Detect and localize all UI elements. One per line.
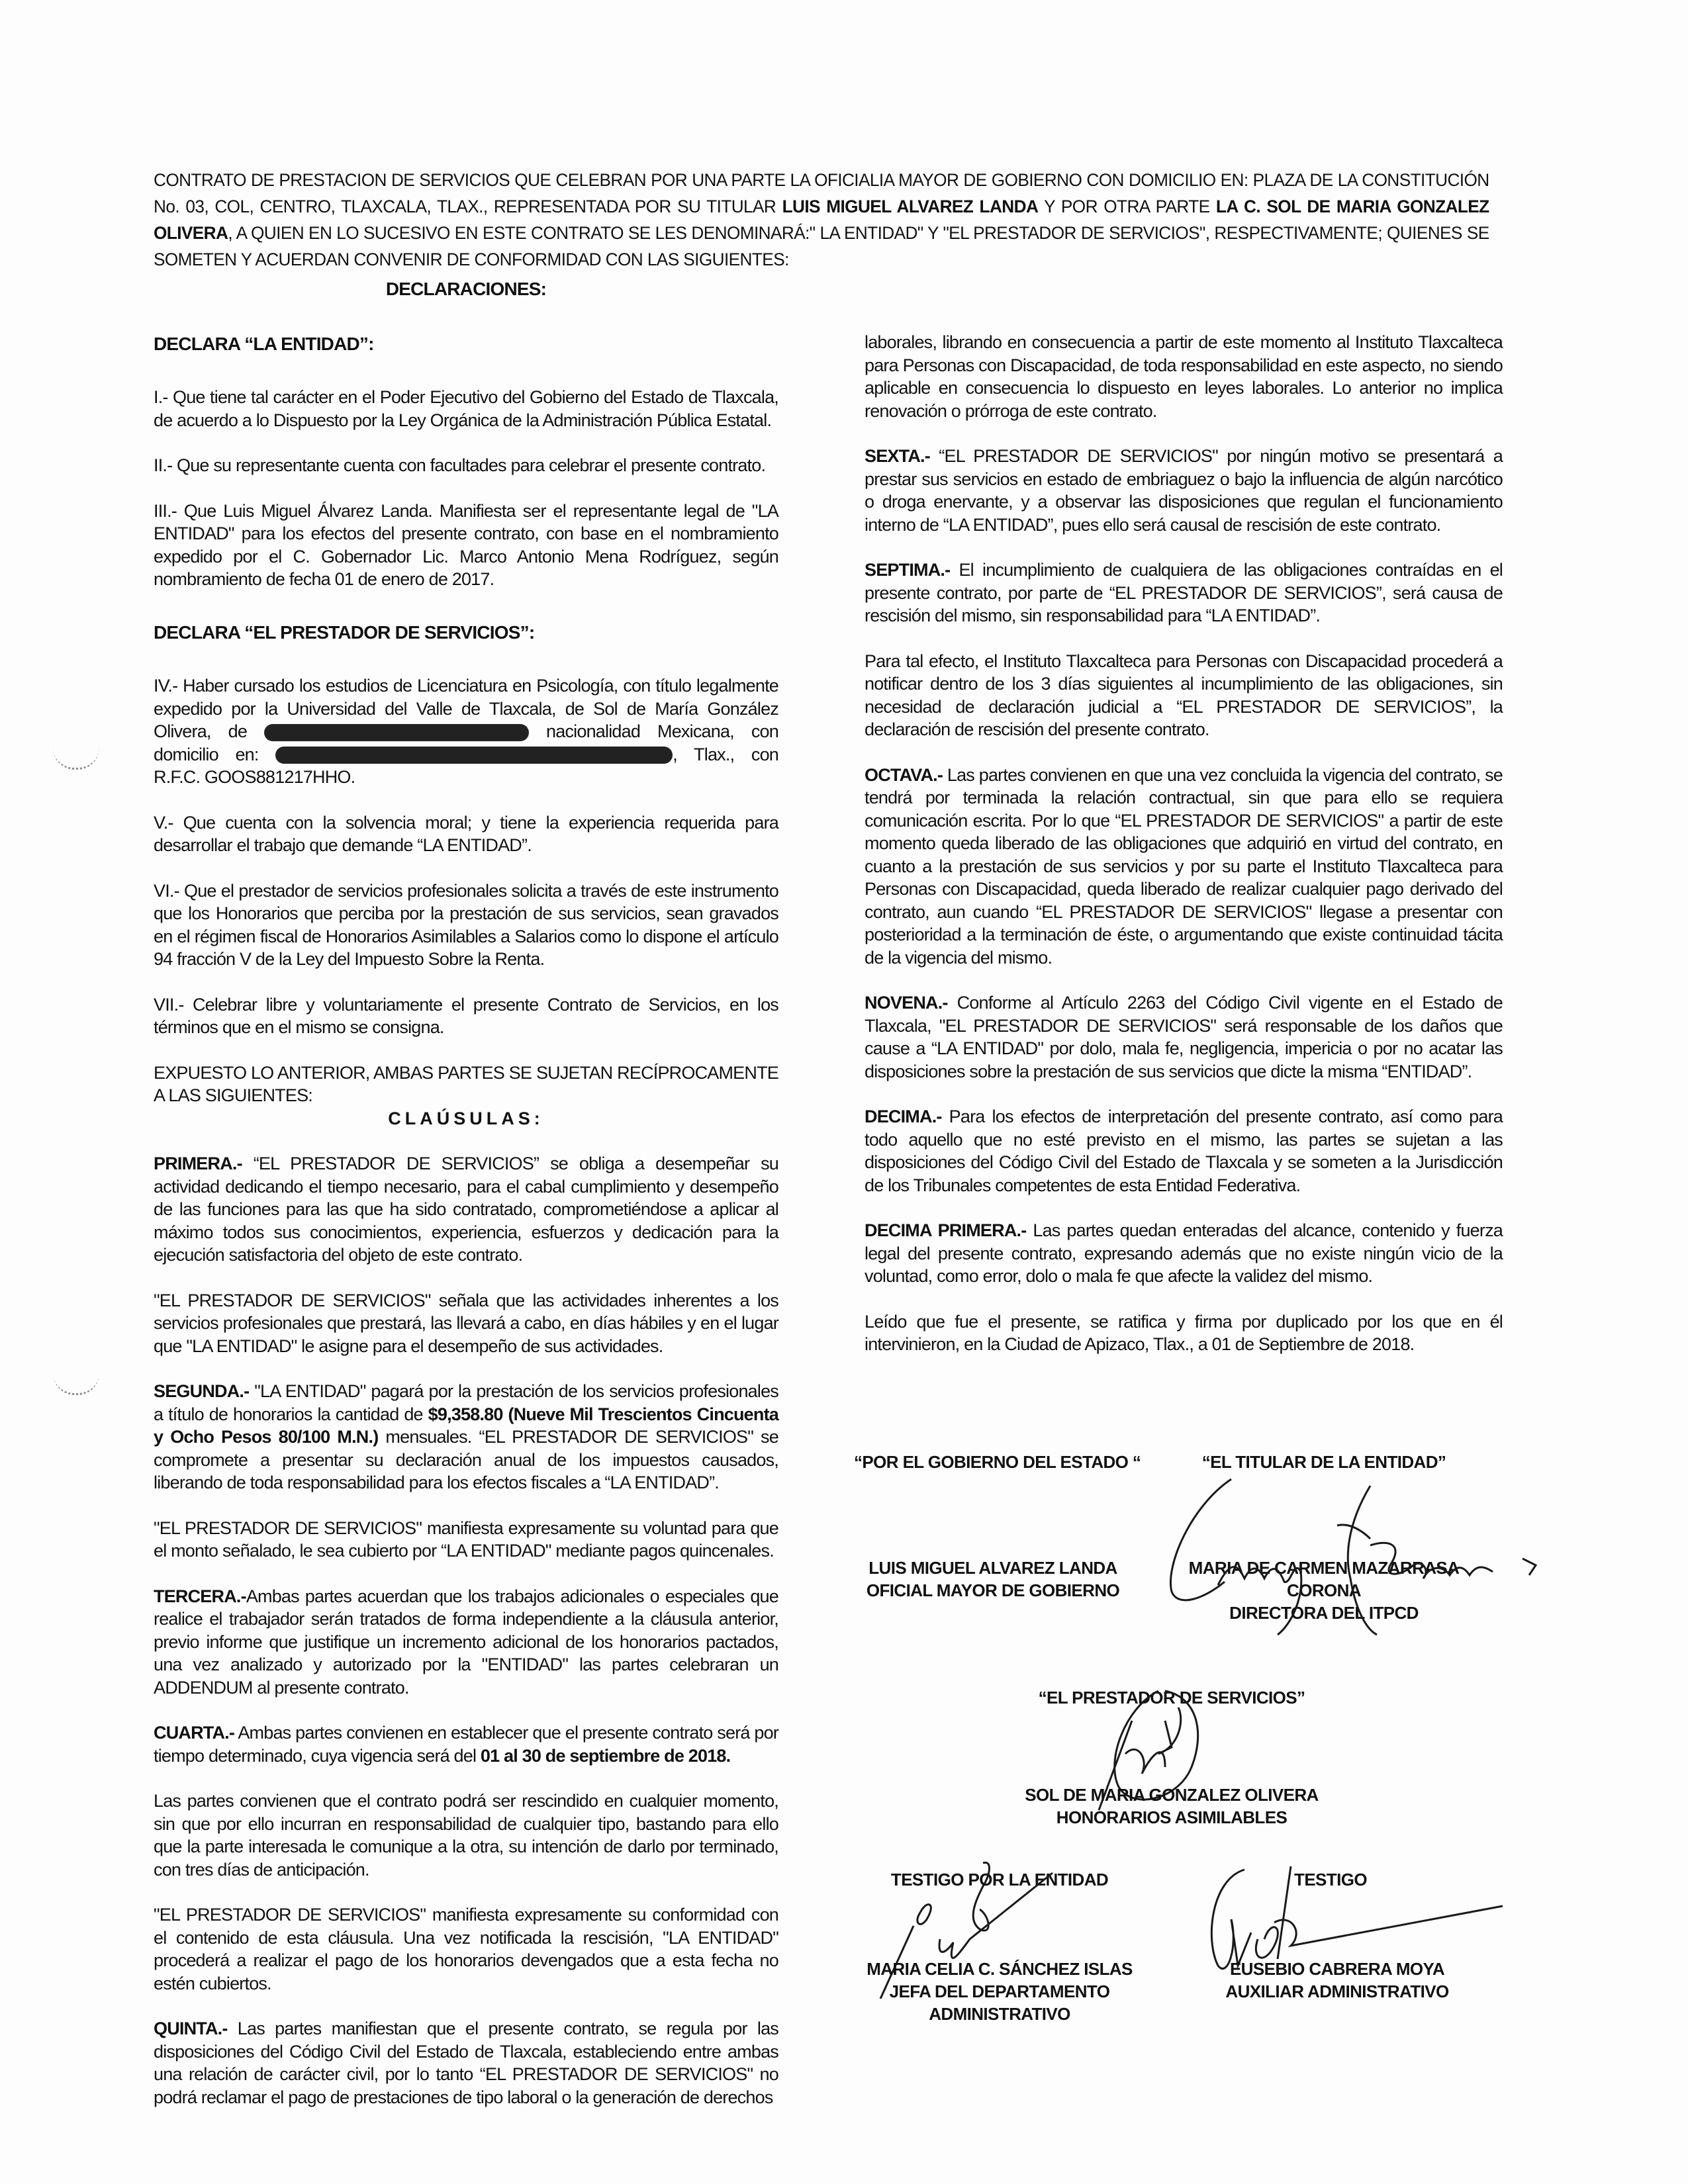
clausula-cuarta-2: Las partes convienen que el contrato podrá ser rescindido en cualquier momento, sin que por ello incurran en responsabilidad de cualquier tipo, bastando para ello que la parte interesada le comunique a la otra, su intención de darlo por terminado, con tres días de anticipación. [154, 1791, 778, 1880]
signatory-name: SOL DE MARIA GONZALEZ OLIVERA [1025, 1785, 1319, 1805]
contract-intro [154, 167, 1489, 273]
declaracion-iv-text: , Tlax., con R.F.C. GOOS881217HHO. [154, 744, 779, 787]
clausula-cuarta-3: "EL PRESTADOR DE SERVICIOS" manifiesta expresamente su conformidad con el contenido de esta cláusula. Una vez notificada la rescisión, "LA ENTIDAD" procederá a realizar el pago de los honorarios devengados que a esta fecha no estén cubiertos. [154, 1905, 778, 1993]
signature-block-gobierno [854, 1451, 1141, 1473]
clausula-label: SEPTIMA.- [865, 560, 951, 580]
signature-titular-icon [1152, 1466, 1562, 1638]
declaracion-iii: III.- Que Luis Miguel Álvarez Landa. Manifiesta ser el representante legal de "LA ENTIDAD" para los efectos del presente contrato, con base en el nombramiento expedido por el C. Gobernador Lic. Marco Antonio Mena Rodríguez, según nombramiento de fecha 01 de enero de 2017. [154, 500, 778, 589]
signature-heading: “EL TITULAR DE LA ENTIDAD” [1201, 1452, 1446, 1472]
punch-hole-mark [53, 1373, 99, 1395]
signatory-name: LUIS MIGUEL ALVAREZ LANDA [868, 1558, 1117, 1578]
signatory-name: CORONA [1287, 1580, 1361, 1600]
declaracion-ii: II.- Que su representante cuenta con facultades para celebrar el presente contrato. [154, 455, 766, 475]
clausula-label: PRIMERA.- [154, 1154, 242, 1173]
clausula-quinta [154, 2017, 778, 2109]
declara-entidad-heading: DECLARA “LA ENTIDAD”: [154, 333, 374, 354]
clausula-text: Ambas partes convienen en establecer que el presente contrato será por tiempo determinado, cuya vigencia será del [154, 1723, 778, 1766]
clausula-septima-2: Para tal efecto, el Instituto Tlaxcalteca para Personas con Discapacidad procederá a notificar dentro de los 3 días siguientes al incumplimiento de las obligaciones, sin necesidad de declaración judicial a “EL PRESTADOR DE SERVICIOS”, la declaración de rescisión del presente contrato. [865, 651, 1503, 739]
clausula-septima [865, 559, 1503, 627]
signatory-title: AUXILIAR ADMINISTRATIVO [1225, 1981, 1449, 2001]
clausula-text: El incumplimiento de cualquiera de las obligaciones contraídas en el presente contrato, por parte de “EL PRESTADOR DE SERVICIOS”, será causa de rescisión del mismo, sin responsabilidad para “LA ENTIDAD”. [865, 560, 1503, 625]
signatory-testigo-entidad [854, 1958, 1145, 2025]
clausula-segunda [154, 1380, 778, 1494]
clausula-label: SEXTA.- [865, 446, 930, 466]
clausula-label: DECIMA PRIMERA.- [865, 1220, 1027, 1240]
clausula-sexta [865, 445, 1503, 536]
declaracion-vii: VII.- Celebrar libre y voluntariamente el presente Contrato de Servicios, en los términos que en el mismo se consigna. [154, 994, 778, 1037]
declaraciones-title: DECLARACIONES: [385, 279, 547, 299]
signatory-name: EUSEBIO CABRERA MOYA [1229, 1959, 1445, 1979]
signature-heading: TESTIGO [1294, 1870, 1367, 1889]
clausula-text: Las partes manifiestan que el presente contrato, se regula por las disposiciones del Código Civil del Estado de Tlaxcala, estableciendo entre ambas una relación de carácter civil, por lo tanto “EL PRESTADOR DE SERVICIOS" no podrá reclamar el pago de prestaciones de tipo laboral o la generación de derechos [154, 2019, 778, 2107]
clausula-text: Las partes quedan enteradas del alcance, contenido y fuerza legal del presente contrato, expresando además que no existe ningún vicio de la voluntad, como error, dolo o mala fe que afecte la validez del mismo. [865, 1220, 1503, 1286]
contract-dates: 01 al 30 de septiembre de 2018. [480, 1745, 731, 1766]
signatory-title: OFICIAL MAYOR DE GOBIERNO [866, 1580, 1120, 1600]
signatory-name: MARIA DE CARMEN MAZARRASA [1188, 1558, 1460, 1578]
signatory-testigo [1211, 1958, 1463, 2003]
closing-statement: Leído que fue el presente, se ratifica y firma por duplicado por los que en él intervinieron, en la Ciudad de Apizaco, Tlax., a 01 de Septiembre de 2018. [865, 1311, 1503, 1354]
left-column [154, 278, 778, 2131]
declaracion-i: I.- Que tiene tal carácter en el Poder Ejecutivo del Gobierno del Estado de Tlaxcala, de acuerdo a lo Dispuesto por la Ley Orgánica de la Administración Pública Estatal. [154, 387, 778, 430]
punch-hole-mark [53, 748, 99, 770]
signatory-title: JEFA DEL DEPARTAMENTO [889, 1981, 1110, 2001]
clausula-label: SEGUNDA.- [154, 1381, 250, 1401]
signatory-title: ADMINISTRATIVO [929, 2004, 1070, 2024]
clausula-text: “EL PRESTADOR DE SERVICIOS” se obliga a desempeñar su actividad dedicando el tiempo necesario, para el cabal cumplimiento y desempeño de las funciones para las que ha sido contratado, comprometiéndose a aplicar al máximo todos sus conocimientos, experiencia, esfuerzos y dedicación para la ejecución satisfactoria del objeto de este contrato. [154, 1154, 778, 1265]
contractor-name: LA C. SOL DE MARIA GONZALEZ OLIVERA [154, 197, 1489, 243]
clausula-decima [865, 1105, 1503, 1197]
signatory-name: MARIA CELIA C. SÁNCHEZ ISLAS [867, 1959, 1133, 1979]
declaracion-iv-text: nacionalidad Mexicana, con domicilio en: [154, 721, 778, 764]
redaction-mark [275, 747, 673, 764]
declaracion-vi: VI.- Que el prestador de servicios profesionales solicita a través de este instrumento que los Honorarios que perciba por la prestación de sus servicios, sean gravados en el régimen fiscal de Honorarios Asimilables a Salarios como lo dispone el artículo 94 fracción V de la Ley del Impuesto Sobre la Renta. [154, 880, 778, 969]
clausula-tercera [154, 1585, 778, 1700]
expuesto-text: EXPUESTO LO ANTERIOR, AMBAS PARTES SE SUJETAN RECÍPROCAMENTE A LAS SIGUIENTES: [154, 1062, 778, 1105]
clausula-label: QUINTA.- [154, 2019, 228, 2038]
clausula-octava [865, 764, 1503, 970]
signature-heading: “EL PRESTADOR DE SERVICIOS” [1038, 1688, 1305, 1707]
clausula-novena [865, 991, 1503, 1083]
signatory-prestador [986, 1784, 1357, 1829]
signatory-title: HONORARIOS ASIMILABLES [1056, 1807, 1288, 1827]
clausula-text: Conforme al Artículo 2263 del Código Civil vigente en el Estado de Tlaxcala, "EL PRESTADOR DE SERVICIOS" será responsable de los daños que cause a “LA ENTIDAD" por dolo, mala fe, negligencia, impericia o por no acatar las disposiciones sobre la prestación de sus servicios que dicte la misma “ENTIDAD”. [865, 993, 1503, 1081]
clausula-text: “EL PRESTADOR DE SERVICIOS" por ningún motivo se presentará a prestar sus servicios en estado de embriaguez o bajo la influencia de algún narcótico o droga enervante, y a observar las disposiciones que regulan el funcionamiento interno de “LA ENTIDAD”, pues ello será causal de rescisión de este contrato. [865, 446, 1503, 535]
clausula-primera [154, 1152, 778, 1267]
signatory-gobierno [854, 1557, 1132, 1602]
signatory-title: DIRECTORA DEL ITPCD [1229, 1603, 1419, 1623]
right-column [865, 331, 1503, 1379]
signature-heading: “POR EL GOBIERNO DEL ESTADO “ [854, 1452, 1141, 1472]
clausula-label: OCTAVA.- [865, 764, 943, 785]
payment-amount: $9,358.80 (Nueve Mil Trescientos Cincuenta y Ocho Pesos 80/100 M.N.) [154, 1404, 778, 1447]
clausula-text: "LA ENTIDAD" pagará por la prestación de los servicios profesionales a título de honorarios la cantidad de [154, 1381, 778, 1424]
signature-heading: TESTIGO POR LA ENTIDAD [890, 1870, 1109, 1889]
declaracion-v: V.- Que cuenta con la solvencia moral; y tiene la experiencia requerida para desarrollar el trabajo que demande “LA ENTIDAD”. [154, 812, 778, 855]
clausula-label: TERCERA.- [154, 1586, 246, 1606]
clausula-quinta-cont: laborales, librando en consecuencia a partir de este momento al Instituto Tlaxcalteca para Personas con Discapacidad, de toda responsabilidad en este aspecto, no siendo aplicable en consecuencia lo dispuesto en leyes laborales. Lo anterior no implica renovación o prórroga de este contrato. [865, 332, 1503, 421]
clausula-label: NOVENA.- [865, 993, 948, 1013]
representative-name: LUIS MIGUEL ALVAREZ LANDA [782, 197, 1039, 216]
clausula-cuarta [154, 1721, 778, 1767]
clausulas-title: CLAÚSULAS: [388, 1108, 544, 1128]
intro-text: CONTRATO DE PRESTACION DE SERVICIOS QUE CELEBRAN POR UNA PARTE LA OFICIALIA MAYOR DE GOBIERNO CON DOMICILIO EN: PLAZA DE LA CONSTITUCIÓN No. 03, COL, CENTRO, TLAXCALA, TLAX., REPRESENTADA POR SU TITULAR [154, 170, 1489, 216]
clausula-text: Para los efectos de interpretación del presente contrato, así como para todo aquello que no esté previsto en el mismo, las partes se sujetan a las disposiciones del Código Civil del Estado de Tlaxcala y se someten a la Jurisdicción de los Tribunales competentes de esta Entidad Federativa. [865, 1107, 1503, 1195]
clausula-label: DECIMA.- [865, 1107, 942, 1126]
declaracion-iv [154, 674, 778, 789]
clausula-text: Ambas partes acuerdan que los trabajos adicionales o especiales que realice el trabajador serán tratados de forma independiente a la cláusula anterior, previo informe que justifique un incremento adicional de los honorarios pactados, una vez analizado y autorizado por la "ENTIDAD" las partes celebraran un ADDENDUM al presente contrato. [154, 1586, 778, 1698]
clausula-segunda-2: "EL PRESTADOR DE SERVICIOS" manifiesta expresamente su voluntad para que el monto señalado, le sea cubierto por “LA ENTIDAD" mediante pagos quincenales. [154, 1518, 778, 1561]
intro-text: Y POR OTRA PARTE [1038, 197, 1216, 216]
clausula-label: CUARTA.- [154, 1723, 235, 1743]
declaracion-iv-text: IV.- Haber cursado los estudios de Licenciatura en Psicología, con título legalmente expedido por la Universidad del Valle de Tlaxcala, de Sol de María González Olivera, de [154, 676, 778, 741]
clausula-text: mensuales. “EL PRESTADOR DE SERVICIOS" se compromete a presentar su declaración anual de los impuestos causados, liberando de toda responsabilidad para los efectos fiscales a “LA ENTIDAD”. [154, 1427, 778, 1492]
clausula-text: Las partes convienen en que una vez concluida la vigencia del contrato, se tendrá por terminada la relación contractual, sin que para ello se requiera comunicación escrita. Por lo que “EL PRESTADOR DE SERVICIOS" a partir de este momento queda liberado de las obligaciones que adquirió en virtud del contrato, en cuanto a la prestación de sus servicios y por su parte el Instituto Tlaxcalteca para Personas con Discapacidad, queda liberado de realizar cualquier pago derivado del contrato, aun cuando “EL PRESTADOR DE SERVICIOS" llegase a presentar con posterioridad a la terminación de éste, o argumentando que existe continuidad tácita de la vigencia del mismo. [865, 764, 1503, 968]
declara-prestador-heading: DECLARA “EL PRESTADOR DE SERVICIOS”: [154, 621, 535, 643]
redaction-mark [264, 724, 529, 741]
intro-text: , A QUIEN EN LO SUCESIVO EN ESTE CONTRATO SE LES DENOMINARÁ:" LA ENTIDAD" Y "EL PRESTADOR DE SERVICIOS", RESPECTIVAMENTE; QUIENES SE SOMETEN Y ACUERDAN CONVENIR DE CONFORMIDAD CON LAS SIGUIENTES: [154, 223, 1489, 269]
clausula-primera-2: "EL PRESTADOR DE SERVICIOS" señala que las actividades inherentes a los servicios profesionales que prestará, las llevará a cabo, en días hábiles y en el lugar que "LA ENTIDAD" le asigne para el desempeño de sus actividades. [154, 1290, 778, 1356]
clausula-decima-primera [865, 1219, 1503, 1288]
